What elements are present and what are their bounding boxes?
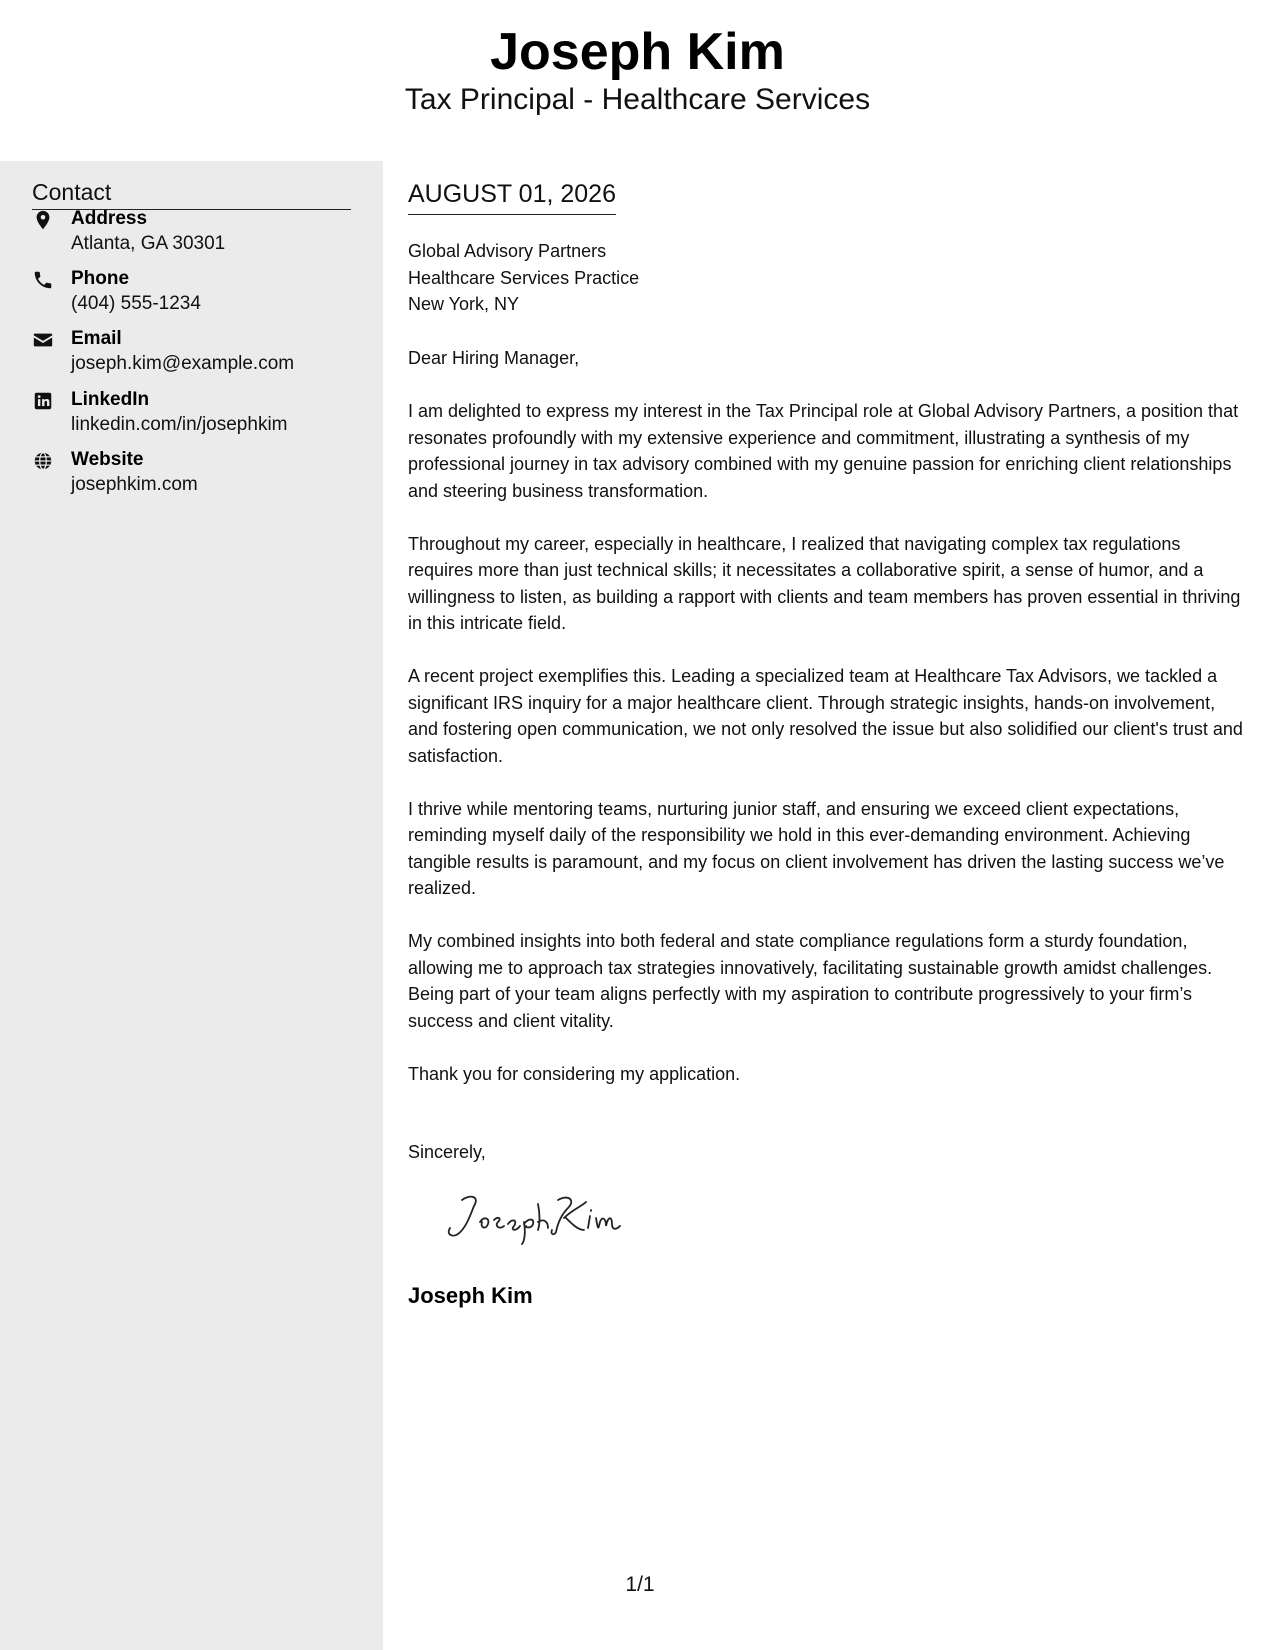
contact-label: Phone [71, 268, 130, 289]
contact-label: Website [71, 449, 144, 470]
contact-value: Atlanta, GA 30301 [71, 233, 226, 254]
letter-text [408, 345, 1248, 1114]
page-number: 1/1 [625, 1573, 655, 1596]
phone-icon [32, 269, 54, 291]
contact-label: Email [71, 328, 122, 349]
contact-value: josephkim.com [71, 474, 198, 495]
contact-label: LinkedIn [71, 389, 150, 410]
paragraph: My combined insights into both federal and state compliance regulations form a sturdy foundation, allowing me to approach tax strategies innovatively, facilitating sustainable growth amidst challenges. Being part of your team aligns perfectly with my aspiration to contribute progressively to your firm’s success and client vitality. [408, 931, 1213, 1031]
letter-header [0, 0, 1275, 161]
recipient-line: Global Advisory Partners [408, 241, 607, 261]
handwritten-signature [440, 1186, 640, 1246]
applicant-name: Joseph Kim [490, 23, 785, 81]
linkedin-icon [32, 390, 54, 412]
contact-sidebar [0, 161, 383, 1650]
closing: Sincerely, [408, 1142, 486, 1162]
map-pin-icon [32, 209, 54, 231]
letter-date: AUGUST 01, 2026 [408, 178, 616, 215]
contact-label: Address [71, 208, 148, 229]
contact-value: linkedin.com/in/josephkim [71, 414, 288, 435]
signer-name: Joseph Kim [408, 1283, 533, 1308]
paragraph: Throughout my career, especially in healthcare, I realized that navigating complex tax regulations requires more than just technical skills; it necessitates a collaborative spirit, a sense of humor, and a willingness to listen, as building a rapport with clients and team members has proven essential in thriving in this intricate field. [408, 533, 1241, 633]
recipient-line: Healthcare Services Practice [408, 267, 640, 288]
contact-heading: Contact [32, 177, 351, 210]
paragraph: Thank you for considering my application. [408, 1063, 741, 1084]
applicant-title: Tax Principal - Healthcare Services [404, 83, 871, 116]
greeting: Dear Hiring Manager, [408, 348, 580, 368]
contact-value: (404) 555-1234 [71, 293, 201, 314]
recipient-line: New York, NY [408, 294, 520, 314]
contact-value: joseph.kim@example.com [71, 353, 295, 374]
envelope-icon [32, 329, 54, 351]
paragraph: A recent project exemplifies this. Leading a specialized team at Healthcare Tax Advisors, we tackled a significant IRS inquiry for a major healthcare client. Through strategic insights, hands-on involvement, and fostering open communication, we not only resolved the issue but also solidified our client's trust and satisfaction. [408, 666, 1243, 766]
paragraph: I am delighted to express my interest in the Tax Principal role at Global Advisory Partners, a position that resonates profoundly with my extensive experience and commitment, illustrating a synthesis of my professional journey in tax advisory combined with my genuine passion for enriching client relationships and steering business transformation. [408, 401, 1239, 501]
globe-icon [32, 450, 54, 472]
recipient-block [408, 238, 639, 318]
paragraph: I thrive while mentoring teams, nurturing junior staff, and ensuring we exceed client expectations, reminding myself daily of the responsibility we hold in this ever-demanding environment. Achieving tangible results is paramount, and my focus on client involvement has driven the lasting success we’ve realized. [408, 798, 1225, 898]
